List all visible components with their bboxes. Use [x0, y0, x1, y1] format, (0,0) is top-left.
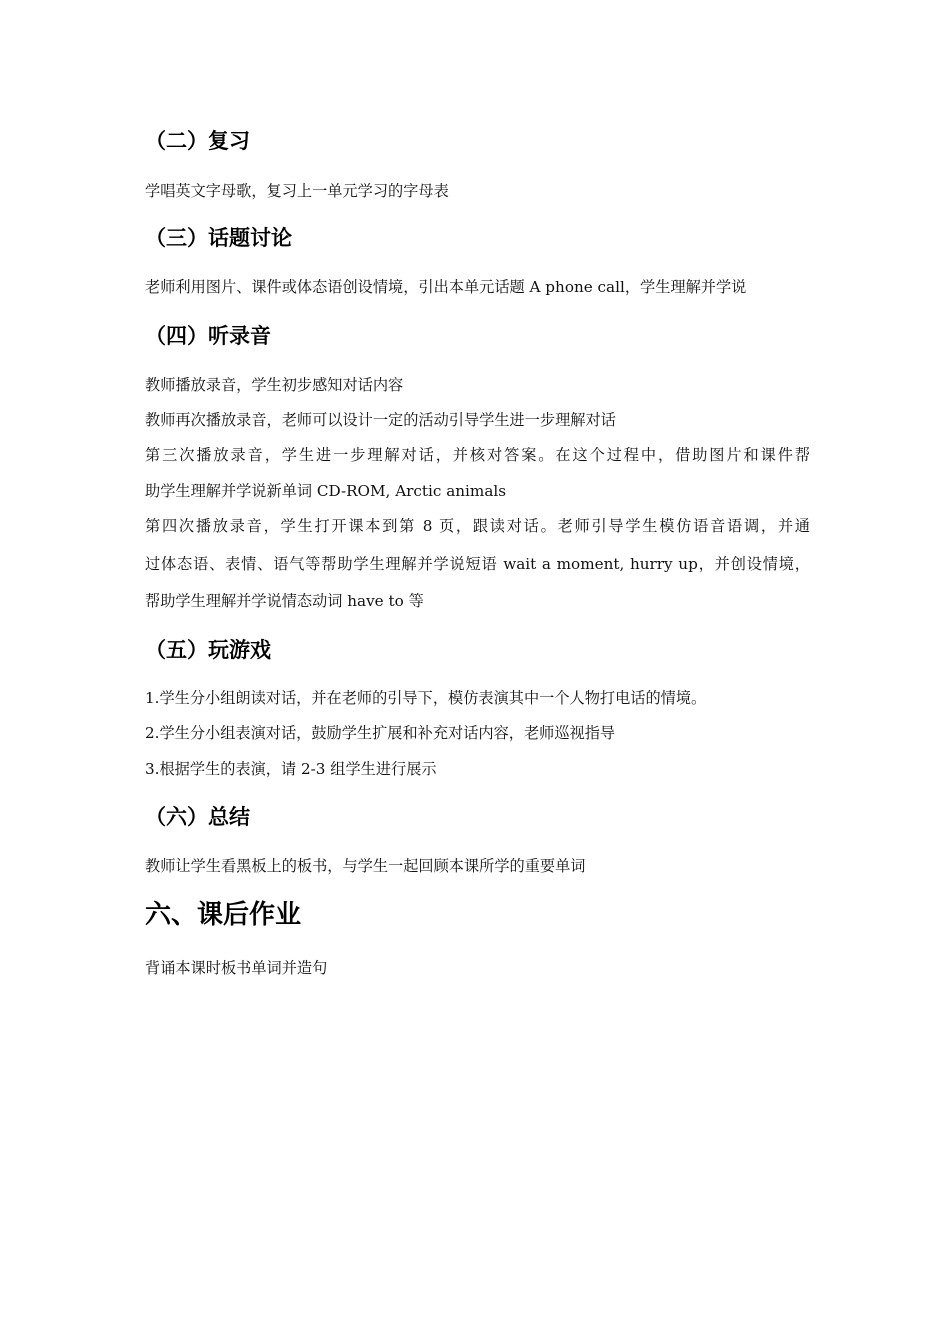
paragraph-line: 帮助学生理解并学说情态动词 have to 等: [145, 592, 424, 610]
section-heading-game: （五）玩游戏: [145, 638, 271, 662]
paragraph-line: 第三次播放录音，学生进一步理解对话，并核对答案。在这个过程中，借助图片和课件帮: [145, 446, 810, 464]
section-heading-summary: （六）总结: [145, 805, 250, 829]
section-heading-review: （二）复习: [145, 129, 250, 153]
section-heading-topic: （三）话题讨论: [145, 226, 292, 250]
paragraph-line: 老师利用图片、课件或体态语创设情境，引出本单元话题 A phone call，学生理解并学说: [145, 278, 747, 296]
paragraph-line: 助学生理解并学说新单词 CD-ROM, Arctic animals: [145, 482, 507, 500]
homework-heading: 六、课后作业: [145, 900, 302, 930]
section-heading-listen: （四）听录音: [145, 324, 271, 348]
paragraph-line: 第四次播放录音，学生打开课本到第 8 页，跟读对话。老师引导学生模仿语音语调，并通: [145, 517, 810, 535]
paragraph-line: 教师播放录音，学生初步感知对话内容: [145, 376, 404, 394]
paragraph-line: 2.学生分小组表演对话，鼓励学生扩展和补充对话内容，老师巡视指导: [145, 724, 616, 742]
paragraph-line: 过体态语、表情、语气等帮助学生理解并学说短语 wait a moment, hurry up，并创设情境，: [145, 555, 810, 573]
paragraph-line: 教师让学生看黑板上的板书，与学生一起回顾本课所学的重要单词: [145, 857, 586, 875]
paragraph-line: 背诵本课时板书单词并造句: [145, 959, 328, 977]
paragraph-line: 学唱英文字母歌，复习上一单元学习的字母表: [145, 182, 449, 200]
paragraph-line: 教师再次播放录音，老师可以设计一定的活动引导学生进一步理解对话: [145, 411, 616, 429]
paragraph-line: 3.根据学生的表演，请 2-3 组学生进行展示: [145, 760, 437, 778]
paragraph-line: 1.学生分小组朗读对话，并在老师的引导下，模仿表演其中一个人物打电话的情境。: [145, 689, 707, 707]
